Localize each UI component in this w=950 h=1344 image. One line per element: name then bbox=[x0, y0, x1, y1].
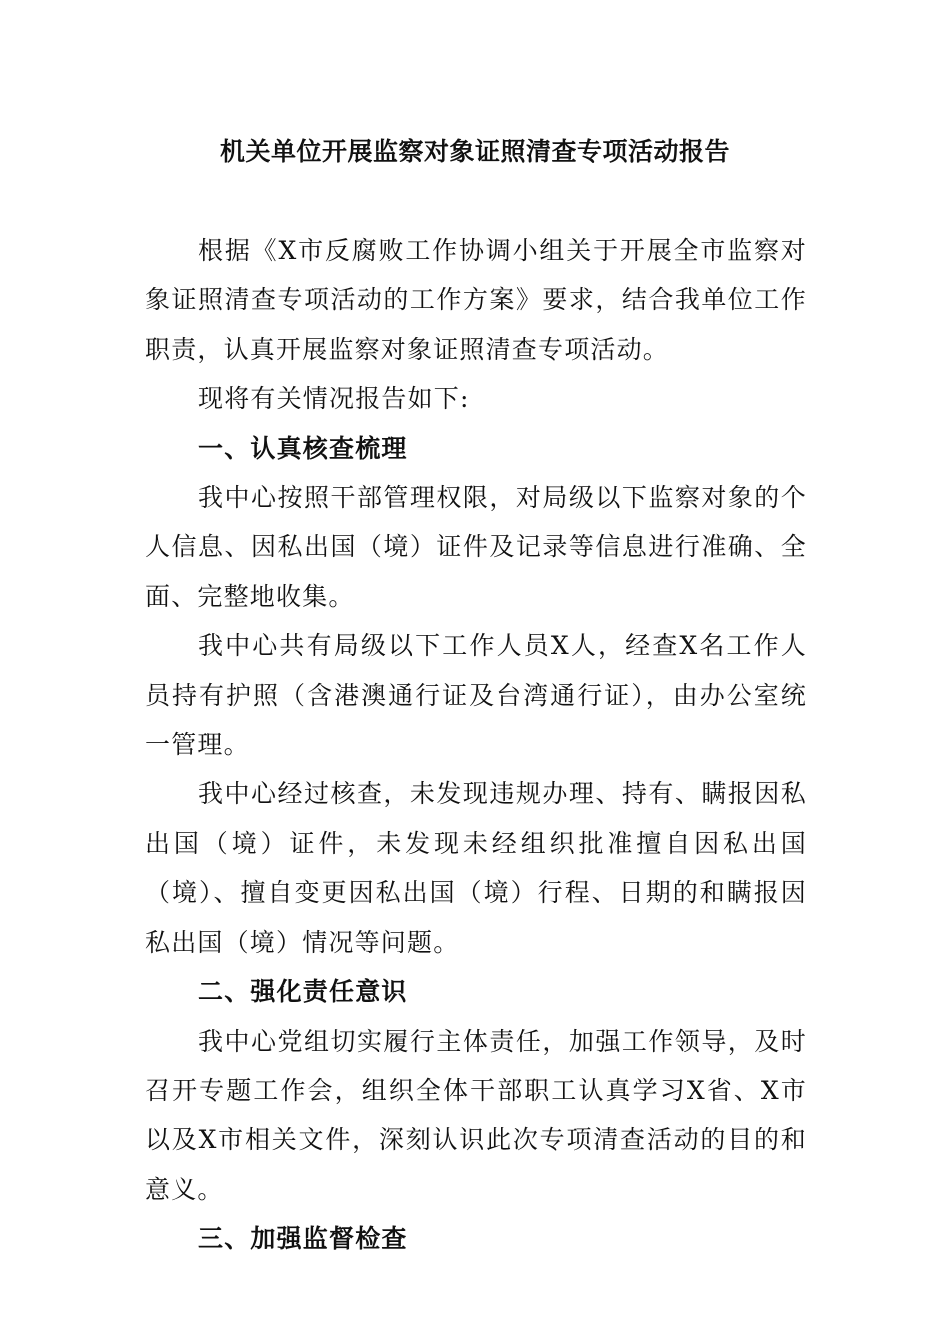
section1-paragraph: 我中心经过核查，未发现违规办理、持有、瞒报因私出国（境）证件，未发现未经组织批准擅自因私出国（境）、擅自变更因私出国（境）行程、日期的和瞒报因私出国（境）情况等问题。 bbox=[145, 779, 807, 957]
document-body bbox=[145, 226, 807, 1264]
intro-paragraph: 根据《X市反腐败工作协调小组关于开展全市监察对象证照清查专项活动的工作方案》要求，结合我单位工作职责，认真开展监察对象证照清查专项活动。 bbox=[145, 236, 807, 364]
document-title: 机关单位开展监察对象证照清查专项活动报告 bbox=[219, 137, 730, 166]
intro-lead-paragraph: 现将有关情况报告如下: bbox=[198, 384, 470, 414]
section-heading-3: 三、加强监督检查 bbox=[198, 1224, 408, 1254]
section1-paragraph: 我中心按照干部管理权限，对局级以下监察对象的个人信息、因私出国（境）证件及记录等信息进行准确、全面、完整地收集。 bbox=[145, 483, 807, 611]
section1-paragraph: 我中心共有局级以下工作人员X人，经查X名工作人员持有护照（含港澳通行证及台湾通行证），由办公室统一管理。 bbox=[145, 631, 807, 760]
section-heading-2: 二、强化责任意识 bbox=[198, 977, 408, 1007]
section2-paragraph: 我中心党组切实履行主体责任，加强工作领导，及时召开专题工作会，组织全体干部职工认真学习X省、X市以及X市相关文件，深刻认识此次专项清查活动的目的和意义。 bbox=[145, 1026, 807, 1204]
section-heading-1: 一、认真核查梳理 bbox=[198, 433, 408, 463]
